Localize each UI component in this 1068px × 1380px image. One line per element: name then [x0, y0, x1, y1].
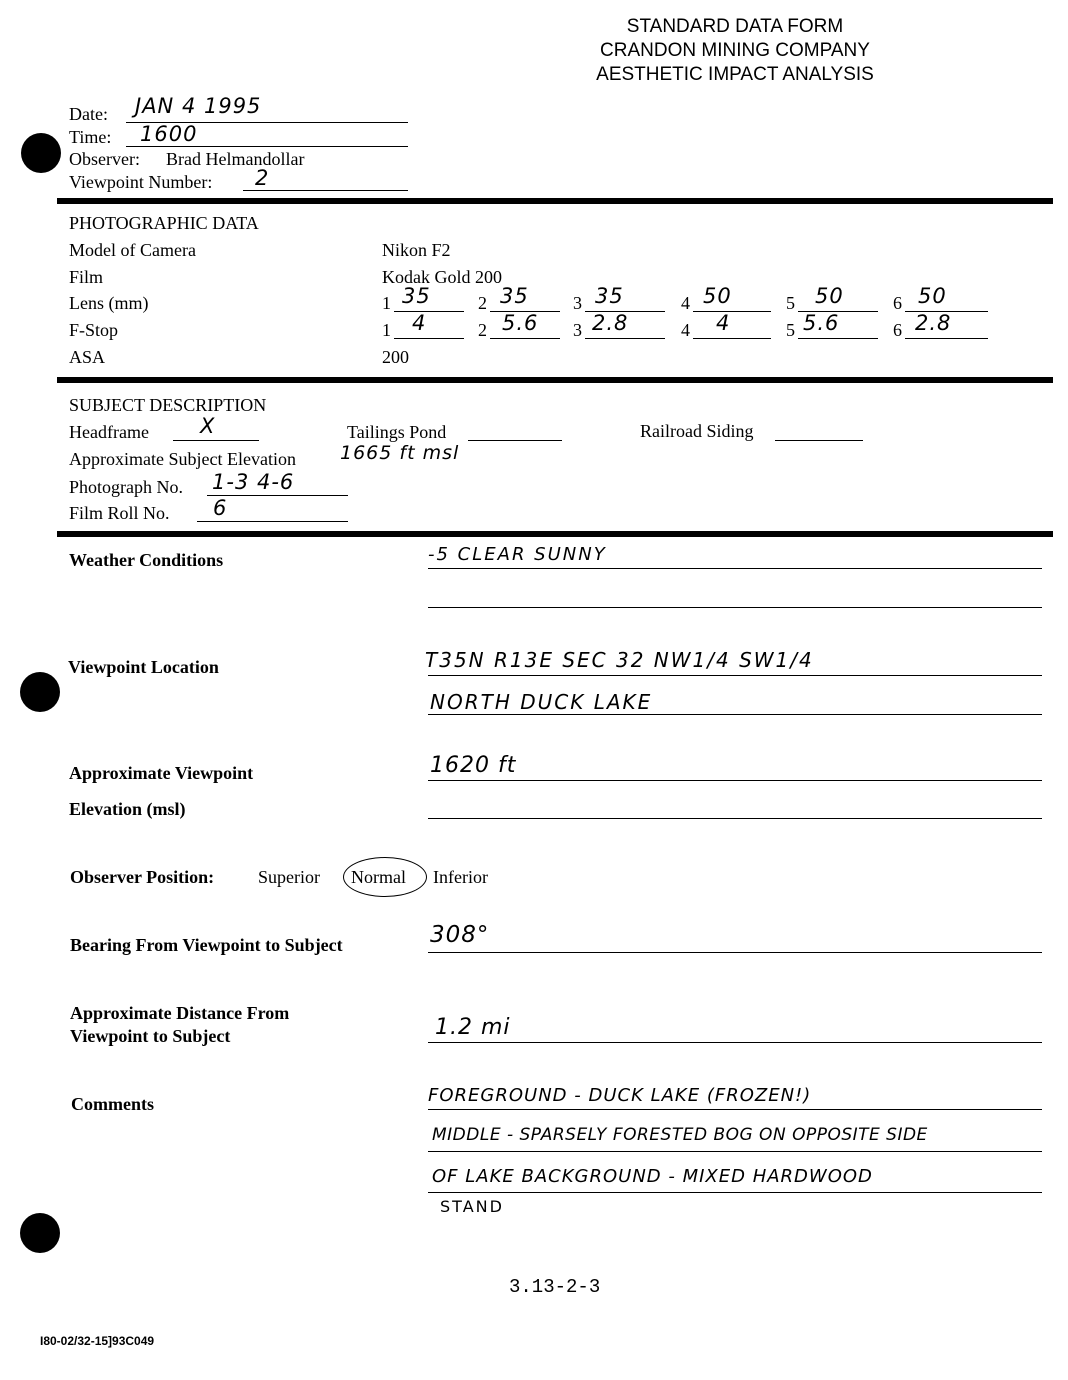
photograph-no-label: Photograph No.	[69, 477, 183, 497]
fstop-value-1: 4	[412, 311, 427, 335]
punch-hole-middle	[20, 672, 60, 712]
weather-underline-2	[428, 607, 1042, 608]
location-line-1: T35N R13E SEC 32 NW1/4 SW1/4	[425, 648, 814, 672]
lens-index-2: 2	[478, 293, 487, 313]
company-name: CRANDON MINING COMPANY	[600, 40, 870, 61]
fstop-index-5: 5	[786, 320, 795, 340]
form-title: STANDARD DATA FORM	[626, 16, 844, 37]
punch-hole-bottom	[20, 1213, 60, 1253]
fstop-index-4: 4	[681, 320, 690, 340]
bearing-label: Bearing From Viewpoint to Subject	[70, 935, 343, 955]
camera-value: Nikon F2	[382, 240, 451, 260]
viewpoint-number-underline	[243, 190, 408, 191]
position-inferior: Inferior	[433, 867, 488, 887]
viewpoint-number-label: Viewpoint Number:	[69, 172, 213, 192]
punch-hole-top	[21, 133, 61, 173]
photograph-no-underline	[207, 495, 348, 496]
asa-value: 200	[382, 347, 409, 367]
location-line-2: NORTH DUCK LAKE	[430, 690, 653, 714]
asa-label: ASA	[69, 347, 106, 367]
location-underline-1	[428, 675, 1042, 676]
fstop-underline-4	[693, 338, 771, 339]
fstop-value-6: 2.8	[915, 311, 952, 335]
lens-underline-4	[693, 311, 771, 312]
fstop-value-4: 4	[716, 311, 731, 335]
fstop-index-6: 6	[893, 320, 902, 340]
form-subtitle: AESTHETIC IMPACT ANALYSIS	[596, 64, 874, 85]
elevation-underline-2	[428, 818, 1042, 819]
headframe-label: Headframe	[69, 422, 149, 442]
position-superior: Superior	[258, 867, 320, 887]
fstop-underline-5	[798, 338, 878, 339]
distance-label-2: Viewpoint to Subject	[70, 1026, 231, 1046]
fstop-value-5: 5.6	[803, 311, 840, 335]
comments-underline-2	[428, 1151, 1042, 1152]
tailings-pond-underline	[468, 440, 562, 441]
camera-label: Model of Camera	[69, 240, 196, 260]
lens-index-1: 1	[382, 293, 391, 313]
subject-elevation-label: Approximate Subject Elevation	[69, 449, 296, 469]
weather-underline-1	[428, 568, 1042, 569]
weather-value: -5 CLEAR SUNNY	[428, 544, 607, 565]
viewpoint-number-value: 2	[255, 166, 270, 190]
fstop-index-1: 1	[382, 320, 391, 340]
viewpoint-elevation-label-2: Elevation (msl)	[69, 799, 186, 819]
lens-index-3: 3	[573, 293, 582, 313]
fstop-underline-6	[905, 338, 988, 339]
section-divider-3	[57, 531, 1053, 537]
lens-label: Lens (mm)	[69, 293, 149, 313]
comments-line-3: OF LAKE BACKGROUND - MIXED HARDWOOD	[432, 1166, 873, 1187]
film-roll-label: Film Roll No.	[69, 503, 170, 523]
lens-value-6: 50	[918, 284, 947, 308]
fstop-index-3: 3	[573, 320, 582, 340]
fstop-value-2: 5.6	[502, 311, 539, 335]
fstop-label: F-Stop	[69, 320, 119, 340]
film-label: Film	[69, 267, 104, 287]
time-underline	[126, 146, 408, 147]
photograph-no-value: 1-3 4-6	[212, 470, 295, 494]
comments-line-4: STAND	[440, 1197, 504, 1216]
lens-value-3: 35	[595, 284, 624, 308]
fstop-index-2: 2	[478, 320, 487, 340]
fstop-underline-1	[394, 338, 464, 339]
bearing-underline	[428, 952, 1042, 953]
film-value: Kodak Gold 200	[382, 267, 502, 287]
fstop-underline-3	[585, 338, 665, 339]
lens-value-1: 35	[402, 284, 431, 308]
railroad-siding-underline	[775, 440, 863, 441]
distance-value: 1.2 mi	[435, 1015, 511, 1040]
headframe-value: X	[200, 414, 216, 438]
page-number: 3.13-2-3	[509, 1276, 601, 1298]
time-label: Time:	[69, 127, 112, 147]
lens-index-6: 6	[893, 293, 902, 313]
time-value: 1600	[140, 122, 198, 146]
tailings-pond-label: Tailings Pond	[347, 422, 447, 442]
film-roll-value: 6	[213, 496, 228, 520]
distance-label-1: Approximate Distance From	[70, 1003, 290, 1023]
comments-underline-3	[428, 1192, 1042, 1193]
comments-line-2: MIDDLE - SPARSELY FORESTED BOG ON OPPOSITE SIDE	[432, 1125, 928, 1145]
bearing-value: 308°	[430, 922, 490, 948]
comments-underline-1	[428, 1109, 1042, 1110]
date-label: Date:	[69, 104, 108, 124]
form-header	[560, 15, 910, 87]
subject-elevation-value: 1665 ft msl	[340, 442, 460, 464]
distance-underline	[428, 1042, 1042, 1043]
location-underline-2	[428, 714, 1042, 715]
subject-description-title: SUBJECT DESCRIPTION	[69, 395, 267, 415]
lens-underline-1	[394, 311, 464, 312]
position-normal: Normal	[351, 867, 406, 887]
comments-line-1: FOREGROUND - DUCK LAKE (FROZEN!)	[428, 1085, 812, 1106]
lens-index-5: 5	[786, 293, 795, 313]
viewpoint-elevation-label-1: Approximate Viewpoint	[69, 763, 254, 783]
comments-label: Comments	[71, 1094, 154, 1114]
lens-value-4: 50	[703, 284, 732, 308]
section-divider-2	[57, 377, 1053, 383]
fstop-value-3: 2.8	[592, 311, 629, 335]
elevation-underline-1	[428, 780, 1042, 781]
lens-value-2: 35	[500, 284, 529, 308]
film-roll-underline	[197, 521, 348, 522]
document-code: I80-02/32-15]93C049	[40, 1334, 155, 1348]
observer-position-label: Observer Position:	[70, 867, 215, 887]
observer-value: Brad Helmandollar	[166, 149, 305, 169]
fstop-underline-2	[490, 338, 560, 339]
date-value: JAN 4 1995	[135, 94, 262, 118]
viewpoint-location-label: Viewpoint Location	[68, 657, 219, 677]
observer-label: Observer:	[69, 149, 140, 169]
section-divider-1	[57, 198, 1053, 204]
lens-value-5: 50	[815, 284, 844, 308]
headframe-underline	[173, 440, 259, 441]
viewpoint-elevation-value: 1620 ft	[430, 753, 517, 778]
photographic-data-title: PHOTOGRAPHIC DATA	[69, 213, 259, 233]
lens-index-4: 4	[681, 293, 690, 313]
weather-label: Weather Conditions	[69, 550, 224, 570]
railroad-siding-label: Railroad Siding	[640, 421, 754, 441]
